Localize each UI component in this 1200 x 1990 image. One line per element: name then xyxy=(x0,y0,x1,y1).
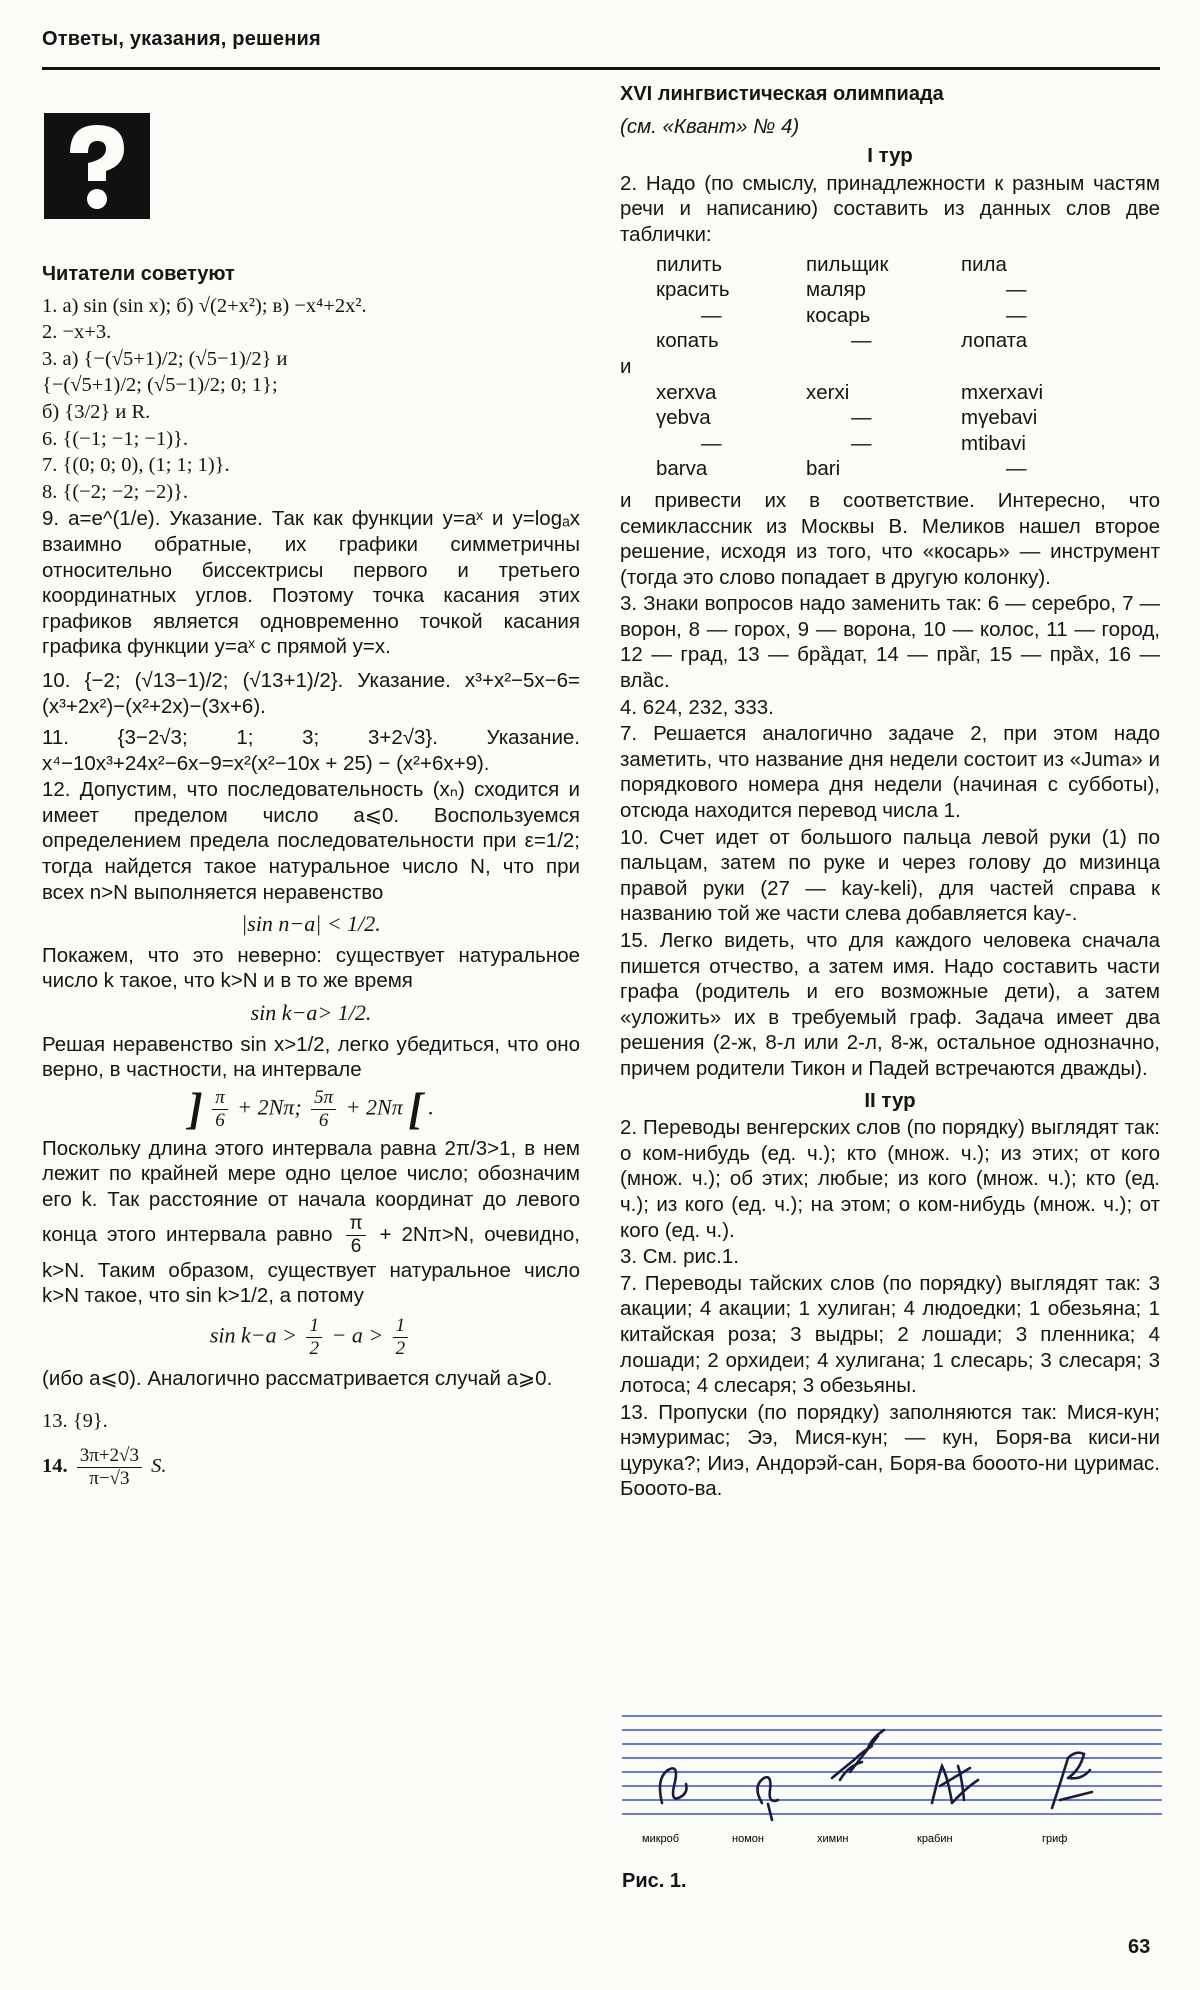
t1-problem-15: 15. Легко видеть, что для каждого человека сначала пишется отчество, а затем имя. Надо составить части графа (родитель и его возможные дети), а затем «уложить» их в требуемый граф. Задача имеет два решения (2-ж, 8-л или 2-л, 8-ж, остальное однозначно, причем родители Тикон и Падей встречаются дважды). xyxy=(620,929,1160,1080)
word-table-1: пилить пильщик пила красить маляр — — косарь — копать — лопата xyxy=(656,252,1028,353)
tour-1-heading: I тур xyxy=(867,144,913,168)
figure-label-0: микроб xyxy=(642,1833,680,1845)
answer-3b: {−(√5+1)/2; (√5−1)/2; 0; 1}; xyxy=(42,374,278,397)
answer-3c: б) {3/2} и R. xyxy=(42,400,151,423)
word-table-2: xerxva xerxi mxerxavi γebva — mγebavi — — mtibavi barva bari — xyxy=(656,380,1044,481)
answer-13: 13. {9}. xyxy=(42,1410,108,1433)
answer-12-e: (ибо a⩽0). Аналогично рассматривается случай a⩾0. xyxy=(42,1366,553,1390)
inequality-1: |sin n−a| < 1/2. xyxy=(241,911,381,937)
section-heading: Читатели советуют xyxy=(42,263,235,285)
answer-6: 6. {(−1; −1; −1)}. xyxy=(42,427,189,450)
answer-8: 8. {(−2; −2; −2)}. xyxy=(42,480,189,503)
answer-10: 10. {−2; (√13−1)/2; (√13+1)/2}. Указание. x³+x²−5x−6=(x³+2x²)−(x²+2x)−(3x+6). xyxy=(42,668,580,718)
t2-problem-3: 3. См. рис.1. xyxy=(620,1245,739,1269)
answer-3a: 3. а) {−(√5+1)/2; (√5−1)/2} и xyxy=(42,347,288,370)
running-header: Ответы, указания, решения xyxy=(42,28,321,50)
question-mark-icon xyxy=(44,113,150,219)
t1-problem-3: 3. Знаки вопросов надо заменить так: 6 — серебро, 7 — ворон, 8 — горох, 9 — ворона, 10 — колос, 11 — город, 12 — град, 13 — брȁдат, 14 — прȁг, 15 — прȁх, 16 — влȁс. xyxy=(620,592,1160,693)
figure-label-1: номон xyxy=(732,1833,764,1845)
header-rule xyxy=(42,67,1160,70)
answer-12-c: Решая неравенство sin x>1/2, легко убедиться, что оно верно, в частности, на интервале xyxy=(42,1032,580,1082)
left-column xyxy=(42,262,580,1491)
t1-problem-10: 10. Счет идет от большого пальца левой руки (1) по пальцам, затем по руке и через голову до мизинца правой руки (27 — kay-keli), для частей справа к названию той же части слева добавляется kay-. xyxy=(620,825,1160,926)
t1-problem-2: 2. Надо (по смыслу, принадлежности к разным частям речи и написанию) составить из данных слов две таблички: xyxy=(620,171,1160,246)
page-number: 63 xyxy=(1128,1936,1151,1958)
t2-problem-7: 7. Переводы тайских слов (по порядку) выглядят так: 3 акации; 4 акации; 1 хулиган; 4 людоедки; 1 обезьяна; 1 китайская роза; 3 выдры; 2 лошади; 3 пленника; 4 лошади; 2 орхидеи; 4 хулигана; 1 слесарь; 3 слесаря; 3 лотоса; 4 слесаря; 3 обезьяны. xyxy=(620,1271,1160,1398)
answer-2: 2. −x+3. xyxy=(42,321,112,344)
inequality-2: sin k−a> 1/2. xyxy=(250,1000,372,1026)
answer-14: 14. $\frac{3\pi+2√3}{\pi-√3}$ S. xyxy=(42,1444,167,1489)
answer-12-b: Покажем, что это неверно: существует натуральное число k такое, что k>N и в то же время xyxy=(42,943,580,993)
right-column xyxy=(620,82,1160,1503)
t1-problem-4: 4. 624, 232, 333. xyxy=(620,695,774,719)
answer-1: 1. а) sin (sin x); б) √(2+x²); в) −x⁴+2x². xyxy=(42,294,367,317)
answer-12: 12. Допустим, что последовательность (xₙ) сходится и имеет пределом число a⩽0. Воспользуемся определением предела последовательности при ε=1/2; тогда найдется такое натуральное число N, что при всех n>N выполняется неравенство xyxy=(42,778,580,904)
figure-caption: Рис. 1. xyxy=(622,1870,687,1892)
interval-formula: ] $\frac{\pi}{6}$ + 2Nπ; $\frac{5\pi}{6}$ + 2Nπ [ . xyxy=(188,1084,434,1134)
answer-7: 7. {(0; 0; 0), (1; 1; 1)}. xyxy=(42,454,230,477)
tour-2-heading: II тур xyxy=(864,1088,916,1112)
final-inequality: sin k−a > $\frac{1}{2}$ − a > $\frac{1}{2}$ xyxy=(42,1315,580,1360)
olympiad-heading: XVI лингвистическая олимпиада xyxy=(620,83,944,105)
t1-problem-7: 7. Решается аналогично задаче 2, при этом надо заметить, что название дня недели состоит из «Juma» и порядкового номера дня недели (начиная с субботы), отсюда находится перевод числа 1. xyxy=(620,722,1160,823)
figure-label-2: химин xyxy=(817,1833,849,1845)
answer-11: 11. {3−2√3; 1; 3; 3+2√3}. Указание. x⁴−10x³+24x²−6x−9=x²(x²−10x + 25) − (x²+6x+9). xyxy=(42,726,580,775)
and-word: и xyxy=(620,354,632,378)
t2-problem-13: 13. Пропуски (по порядку) заполняются так: Мися-кун; нэмуримас; Ээ, Мися-кун; — кун, Боря-ва киси-ни цурука?; Ииэ, Андорэй-сан, Боря-ва бооото-ни цуримас. Бооото-ва. xyxy=(620,1400,1160,1501)
answer-9: 9. a=e^(1/e). Указание. Так как функции y=aˣ и y=logₐx взаимно обратные, их графики симметричны относительно биссектрисы первого и третьего координатных углов. Поэтому точка касания этих графиков является одновременно точкой касания графика функции y=aˣ с прямой y=x. xyxy=(42,507,580,659)
t1-problem-2-b: и привести их в соответствие. Интересно, что семиклассник из Москвы В. Меликов нашел второе решение, исходя из того, что «косарь» — инструмент (тогда это слово попадает в другую колонку). xyxy=(620,488,1160,589)
figure-1 xyxy=(622,1708,1162,1848)
figure-label-4: гриф xyxy=(1042,1833,1068,1845)
t2-problem-2: 2. Переводы венгерских слов (по порядку) выглядят так: о ком-нибудь (ед. ч.); кто (множ. ч.); из этих; от кого (множ. ч.); об этих; любые; из кого (множ. ч.); кто (ед. ч.); из кого (ед. ч.); на этом; о ком-нибудь (множ. ч.); от кого (ед. ч.). xyxy=(620,1116,1160,1242)
olympiad-reference: (см. «Квант» № 4) xyxy=(620,114,800,138)
figure-label-3: крабин xyxy=(917,1833,953,1845)
answer-12-d: Поскольку длина этого интервала равна 2π/3>1, в нем лежит по крайней мере одно целое число; обозначим его k. Так расстояние от начала координат до левого конца этого интервала равно $\frac{\pi}{6}$ + 2Nπ>N, очевидно, k>N. Таким образом, существует натуральное число k>N такое, что sin k>1/2, а потому xyxy=(42,1136,581,1308)
